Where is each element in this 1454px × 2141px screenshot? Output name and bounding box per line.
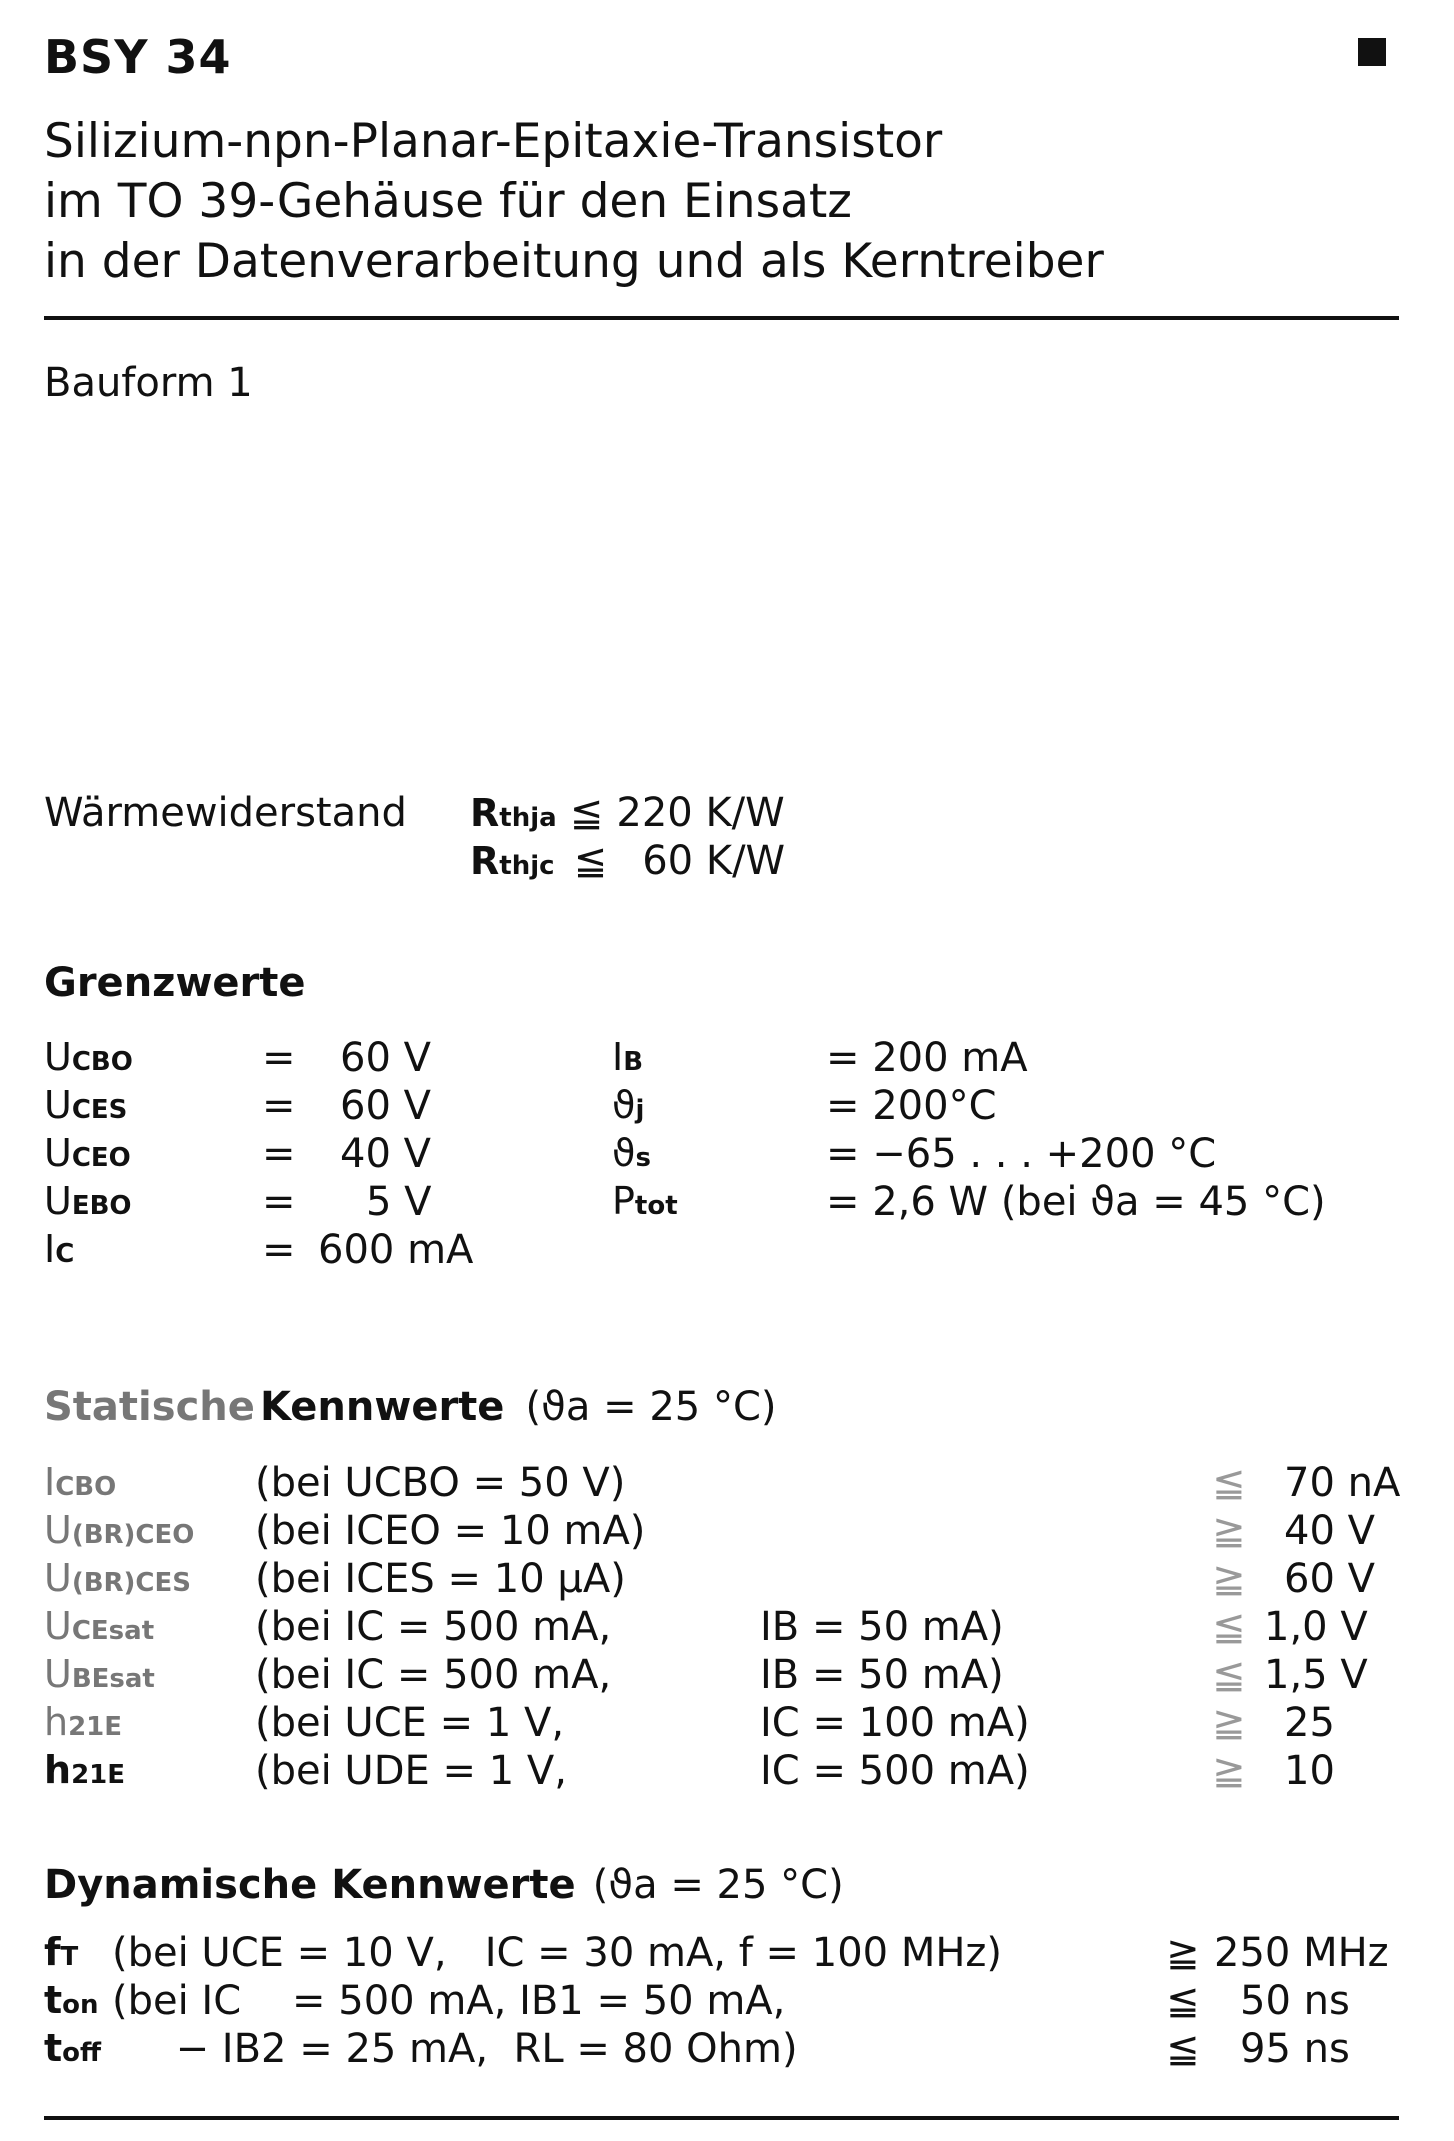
grenz-right-row — [612, 1083, 644, 1127]
stat-rel: ≧ — [1212, 1556, 1246, 1602]
grenz-sub: CEO — [71, 1143, 131, 1173]
dyn-symbol: ton — [44, 1978, 99, 2022]
rthjc-sub: thjc — [499, 851, 555, 881]
bauform-label: Bauform 1 — [44, 360, 253, 406]
grenz-symbol: U — [44, 1083, 72, 1127]
stat-cond: (bei UDE = 1 V, — [255, 1748, 567, 1794]
stat-rel: ≦ — [1212, 1460, 1246, 1506]
dyn-symbol: fT — [44, 1930, 79, 1974]
grenz-right-value: = −65 . . . +200 °C — [826, 1131, 1217, 1177]
grenz-value: 40 V — [340, 1131, 431, 1177]
grenz-left-row — [44, 1083, 127, 1127]
stat-symbol: U(BR)CES — [44, 1556, 191, 1600]
grenz-right-value: = 200 mA — [826, 1035, 1028, 1081]
grenz-eq: = — [262, 1227, 296, 1273]
stat-symbol: UCEsat — [44, 1604, 155, 1648]
grenz-sub: s — [635, 1143, 652, 1173]
stat-value: 1,0 V — [1264, 1604, 1368, 1650]
grenz-left-row — [44, 1179, 132, 1223]
rthja-value: 220 K/W — [616, 790, 785, 836]
grenz-symbol: U — [44, 1035, 72, 1079]
rthjc-row — [470, 838, 785, 884]
grenz-sub: B — [623, 1047, 644, 1077]
stat-value: 1,5 V — [1264, 1652, 1368, 1698]
grenz-right-row — [612, 1131, 651, 1175]
grenz-value: 60 V — [340, 1083, 431, 1129]
rthjc-value: 60 K/W — [642, 838, 786, 884]
stat-cond2: IB = 50 mA) — [760, 1652, 1004, 1698]
grenzwerte-heading: Grenzwerte — [44, 960, 306, 1006]
grenz-symbol: I — [44, 1227, 56, 1271]
grenz-left-row — [44, 1227, 74, 1271]
grenz-sub: C — [55, 1239, 75, 1269]
corner-square-mark — [1358, 38, 1386, 66]
grenz-left-row — [44, 1131, 131, 1175]
grenz-right-row — [612, 1179, 678, 1223]
dyn-cond: (bei IC = 500 mA, IB1 = 50 mA, — [112, 1978, 786, 2024]
grenz-value: 60 V — [340, 1035, 431, 1081]
grenz-symbol: I — [612, 1035, 624, 1079]
stat-rel: ≧ — [1212, 1508, 1246, 1554]
stat-value: 40 V — [1284, 1508, 1375, 1554]
grenz-eq: = — [262, 1035, 296, 1081]
grenz-sub: j — [635, 1095, 645, 1125]
grenz-symbol: ϑ — [612, 1083, 636, 1127]
dyn-symbol: toff — [44, 2026, 102, 2070]
stat-symbol: U(BR)CEO — [44, 1508, 195, 1552]
statische-heading — [44, 1384, 777, 1430]
dyn-rel: ≧ — [1166, 1930, 1200, 1976]
statische-heading-a: Statische — [44, 1384, 255, 1430]
grenz-symbol: ϑ — [612, 1131, 636, 1175]
stat-cond2: IC = 100 mA) — [760, 1700, 1030, 1746]
rthja-symbol: R — [470, 791, 500, 835]
stat-value: 25 — [1284, 1700, 1335, 1746]
grenz-value: 5 V — [366, 1179, 432, 1225]
grenz-right-row — [612, 1035, 643, 1079]
stat-symbol: h21E — [44, 1700, 123, 1744]
statische-condition: (ϑa = 25 °C) — [525, 1384, 777, 1430]
footer-rule — [44, 2116, 1399, 2120]
stat-value: 70 nA — [1284, 1460, 1401, 1506]
stat-cond: (bei UCBO = 50 V) — [255, 1460, 626, 1506]
header-rule — [44, 316, 1399, 320]
stat-cond2: IB = 50 mA) — [760, 1604, 1004, 1650]
rthja-row — [470, 790, 785, 836]
dyn-cond: − IB2 = 25 mA, RL = 80 Ohm) — [112, 2026, 798, 2072]
stat-cond: (bei IC = 500 mA, — [255, 1652, 612, 1698]
stat-symbol: h21E — [44, 1748, 126, 1792]
grenz-sub: CBO — [71, 1047, 133, 1077]
rthja-sub: thja — [499, 803, 557, 833]
datasheet-title: BSY 34 — [44, 30, 232, 84]
stat-rel: ≦ — [1212, 1604, 1246, 1650]
dyn-rel: ≦ — [1166, 2026, 1200, 2072]
dyn-value: 95 ns — [1240, 2026, 1350, 2072]
grenz-eq: = — [262, 1179, 296, 1225]
stat-symbol: ICBO — [44, 1460, 117, 1504]
grenz-left-row — [44, 1035, 133, 1079]
dyn-rel: ≦ — [1166, 1978, 1200, 2024]
stat-rel: ≦ — [1212, 1652, 1246, 1698]
grenz-sub: EBO — [71, 1191, 132, 1221]
rthjc-rel: ≦ — [573, 838, 608, 884]
grenz-sub: CES — [71, 1095, 128, 1125]
stat-cond: (bei IC = 500 mA, — [255, 1604, 612, 1650]
rthja-rel: ≦ — [569, 790, 604, 836]
dyn-cond: (bei UCE = 10 V, IC = 30 mA, f = 100 MHz) — [112, 1930, 1003, 1976]
grenz-value: 600 mA — [318, 1227, 474, 1273]
subtitle-line-3: in der Datenverarbeitung und als Kerntreiber — [44, 234, 1104, 289]
dynamische-condition: (ϑa = 25 °C) — [592, 1862, 844, 1908]
dyn-value: 50 ns — [1240, 1978, 1350, 2024]
rthjc-symbol: R — [470, 839, 500, 883]
subtitle-line-2: im TO 39-Gehäuse für den Einsatz — [44, 174, 852, 229]
dyn-value: 250 MHz — [1214, 1930, 1389, 1976]
grenz-right-value: = 2,6 W (bei ϑa = 45 °C) — [826, 1179, 1326, 1225]
stat-value: 60 V — [1284, 1556, 1375, 1602]
stat-value: 10 — [1284, 1748, 1335, 1794]
waermewiderstand-label: Wärmewiderstand — [44, 790, 407, 836]
grenz-eq: = — [262, 1131, 296, 1177]
grenz-sub: tot — [634, 1191, 678, 1221]
dynamische-heading-text: Dynamische Kennwerte — [44, 1862, 576, 1908]
stat-cond: (bei UCE = 1 V, — [255, 1700, 565, 1746]
stat-rel: ≧ — [1212, 1748, 1246, 1794]
grenz-symbol: P — [612, 1179, 635, 1223]
grenz-eq: = — [262, 1083, 296, 1129]
stat-cond: (bei ICES = 10 μA) — [255, 1556, 626, 1602]
stat-rel: ≧ — [1212, 1700, 1246, 1746]
stat-symbol: UBEsat — [44, 1652, 155, 1696]
grenz-symbol: U — [44, 1131, 72, 1175]
subtitle-line-1: Silizium-npn-Planar-Epitaxie-Transistor — [44, 114, 943, 169]
grenz-symbol: U — [44, 1179, 72, 1223]
stat-cond: (bei ICEO = 10 mA) — [255, 1508, 646, 1554]
dynamische-heading — [44, 1862, 844, 1908]
grenz-right-value: = 200°C — [826, 1083, 997, 1129]
statische-heading-b: Kennwerte — [259, 1384, 505, 1430]
stat-cond2: IC = 500 mA) — [760, 1748, 1030, 1794]
